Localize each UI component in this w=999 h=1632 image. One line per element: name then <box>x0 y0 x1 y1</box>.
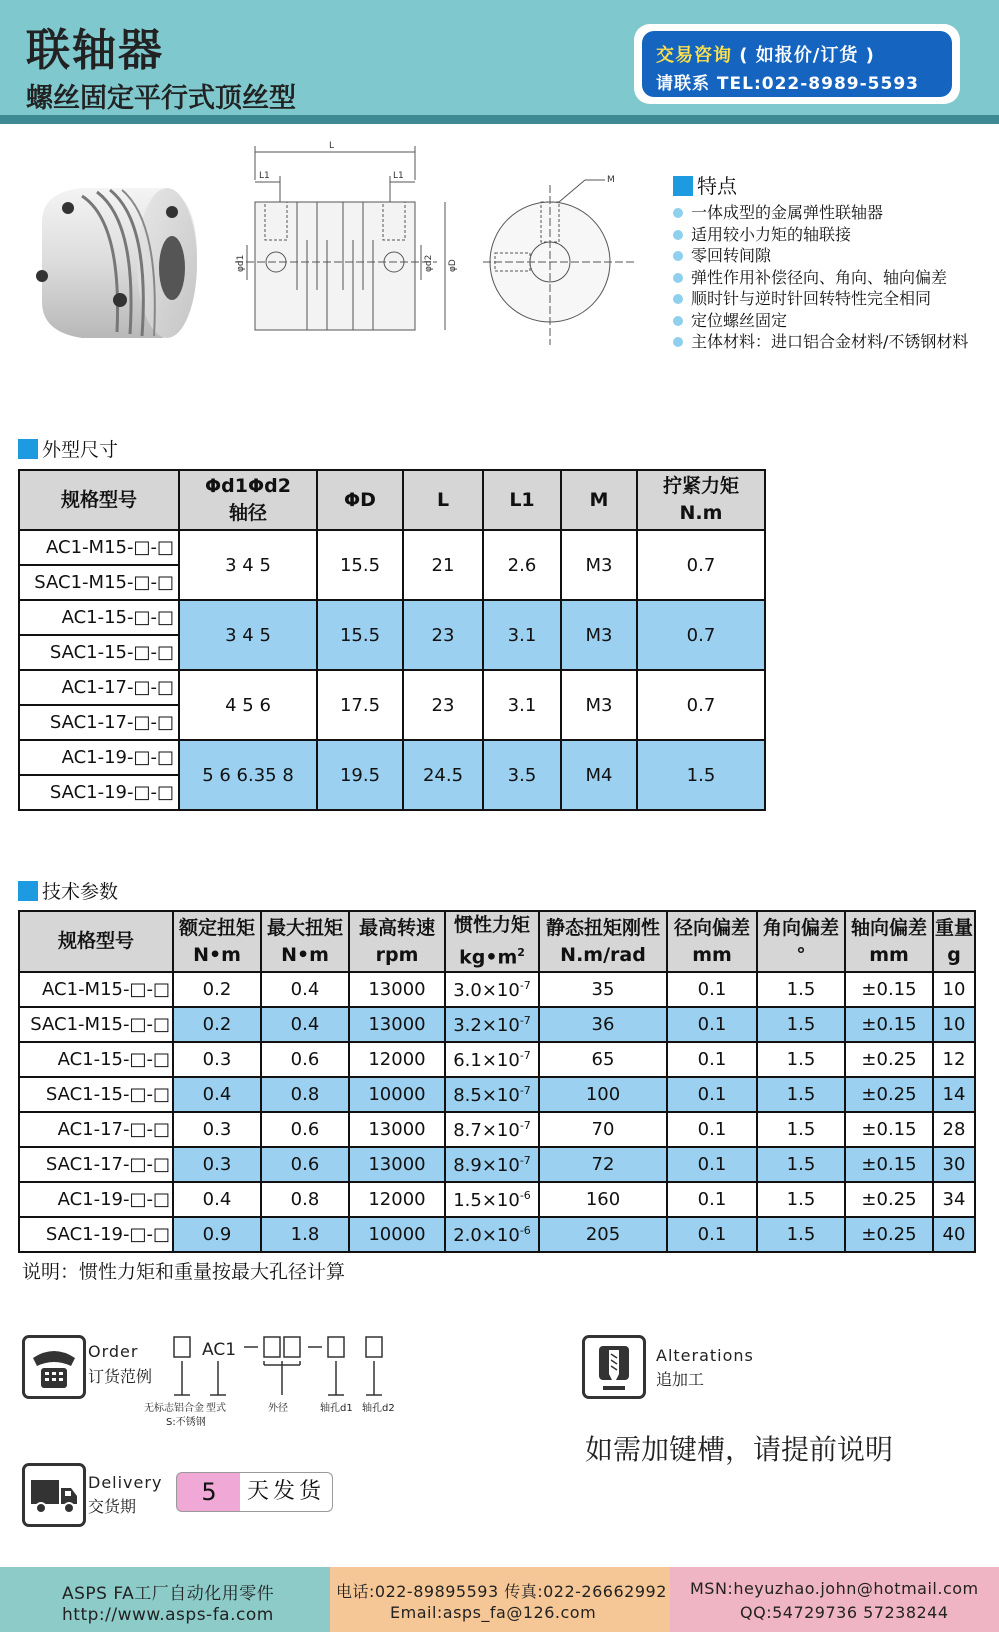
torque-cell: 0.7 <box>637 600 765 670</box>
header-unit: N•m <box>193 943 241 966</box>
inertia-base: 1.5×10 <box>453 1189 520 1211</box>
footer-phone: 电话:022-89895593 传真:022-26662992 <box>336 1582 667 1601</box>
axial-cell: ±0.25 <box>845 1217 933 1252</box>
header-L: L <box>403 470 483 530</box>
header-text: 静态扭矩刚性 <box>545 916 660 939</box>
order-label-type: 型式 <box>206 1403 226 1414</box>
table-row <box>19 1112 975 1147</box>
model-cell: AC1-15-□-□ <box>19 1042 173 1077</box>
L1-cell: 3.1 <box>483 600 561 670</box>
L1-cell: 3.5 <box>483 740 561 810</box>
order-phone-icon <box>22 1335 86 1399</box>
stiff-cell: 35 <box>539 972 667 1007</box>
radial-cell: 0.1 <box>667 1182 757 1217</box>
model-cell: SAC1-15-□-□ <box>19 635 179 670</box>
inertia-exponent: -6 <box>519 1223 531 1237</box>
dim-d1: φd1 <box>236 254 246 272</box>
rated-cell: 0.3 <box>173 1112 261 1147</box>
table-row <box>19 670 765 705</box>
radial-cell: 0.1 <box>667 1042 757 1077</box>
angular-cell: 1.5 <box>757 1182 845 1217</box>
table-row <box>19 1077 975 1112</box>
tech-title-text: 技术参数 <box>42 881 119 903</box>
header-unit: rpm <box>375 943 419 966</box>
stiff-cell: 72 <box>539 1147 667 1182</box>
table-row <box>19 740 765 775</box>
model-cell: AC1-19-□-□ <box>19 740 179 775</box>
angular-cell: 1.5 <box>757 1007 845 1042</box>
L-cell: 21 <box>403 530 483 600</box>
feature-item: 适用较小力矩的轴联接 <box>673 224 968 246</box>
model-cell: SAC1-17-□-□ <box>19 1147 173 1182</box>
table-row <box>19 1182 975 1217</box>
alterations-label-en: Alterations <box>656 1346 754 1365</box>
page-title: 联轴器 <box>26 25 164 76</box>
footer-im-panel <box>670 1567 999 1632</box>
angular-cell: 1.5 <box>757 1042 845 1077</box>
header-text: 额定扭矩 <box>178 916 255 939</box>
rpm-cell: 12000 <box>349 1042 445 1077</box>
inertia-exponent: -6 <box>519 1188 531 1202</box>
max-cell: 0.4 <box>261 972 349 1007</box>
header-torque: 拧紧力矩 N.m <box>637 470 765 530</box>
header-inertia <box>445 911 539 972</box>
order-code-type: AC1 <box>202 1340 237 1360</box>
contact-box <box>642 31 952 97</box>
header-unit-sup: 2 <box>517 946 525 959</box>
rpm-cell: 13000 <box>349 972 445 1007</box>
dim-L: L <box>329 141 335 151</box>
page-subtitle: 螺丝固定平行式顶丝型 <box>26 83 296 114</box>
rpm-cell: 10000 <box>349 1077 445 1112</box>
model-cell: SAC1-M15-□-□ <box>19 565 179 600</box>
tech-table <box>18 910 976 1253</box>
rated-cell: 0.4 <box>173 1077 261 1112</box>
radial-cell: 0.1 <box>667 1217 757 1252</box>
feature-item: 一体成型的金属弹性联轴器 <box>673 202 968 224</box>
dim-L1-right: L1 <box>393 171 404 181</box>
M-cell: M3 <box>561 530 637 600</box>
square-bullet-icon <box>18 881 38 901</box>
inertia-base: 8.7×10 <box>453 1119 520 1141</box>
dimensions-table <box>18 469 766 811</box>
header-unit: N•m <box>281 943 329 966</box>
max-cell: 0.6 <box>261 1147 349 1182</box>
feature-item: 顺时针与逆时针回转特性完全相同 <box>673 288 968 310</box>
inertia-exponent: -7 <box>519 1118 531 1132</box>
max-cell: 0.8 <box>261 1077 349 1112</box>
contact-consult: 交易咨询 <box>656 45 732 66</box>
table-note: 说明：惯性力矩和重量按最大孔径计算 <box>22 1261 346 1283</box>
model-cell: SAC1-17-□-□ <box>19 705 179 740</box>
radial-cell: 0.1 <box>667 1112 757 1147</box>
weight-cell: 34 <box>933 1182 975 1217</box>
order-code-diagram <box>140 1335 410 1445</box>
model-cell: SAC1-19-□-□ <box>19 1217 173 1252</box>
weight-cell: 30 <box>933 1147 975 1182</box>
feature-item: 定位螺丝固定 <box>673 310 968 332</box>
inertia-base: 3.0×10 <box>453 979 520 1001</box>
weight-cell: 10 <box>933 972 975 1007</box>
dim-D: φD <box>448 259 458 272</box>
M-cell: M3 <box>561 600 637 670</box>
contact-quote: ( 如报价/订货 ) <box>739 45 875 66</box>
inertia-base: 2.0×10 <box>453 1224 520 1246</box>
max-cell: 0.6 <box>261 1042 349 1077</box>
header-text: 角向偏差 <box>762 916 839 939</box>
L-cell: 23 <box>403 600 483 670</box>
axial-cell: ±0.25 <box>845 1077 933 1112</box>
rated-cell: 0.9 <box>173 1217 261 1252</box>
rpm-cell: 12000 <box>349 1182 445 1217</box>
header-D: ΦD <box>317 470 403 530</box>
order-label-material2: S:不锈钢 <box>166 1417 206 1428</box>
footer-company: ASPS FA工厂自动化用零件 <box>62 1584 275 1604</box>
features-title <box>673 170 737 199</box>
rated-cell: 0.2 <box>173 1007 261 1042</box>
inertia-cell <box>445 1042 539 1077</box>
header-radial <box>667 911 757 972</box>
angular-cell: 1.5 <box>757 1112 845 1147</box>
header-L1: L1 <box>483 470 561 530</box>
radial-cell: 0.1 <box>667 1077 757 1112</box>
delivery-truck-icon <box>22 1463 86 1527</box>
stiff-cell: 70 <box>539 1112 667 1147</box>
axial-cell: ±0.15 <box>845 972 933 1007</box>
D-cell: 15.5 <box>317 530 403 600</box>
inertia-cell <box>445 1077 539 1112</box>
rpm-cell: 10000 <box>349 1217 445 1252</box>
stiff-cell: 205 <box>539 1217 667 1252</box>
angular-cell: 1.5 <box>757 1217 845 1252</box>
table-row <box>19 600 765 635</box>
header-unit: g <box>947 943 961 966</box>
header-unit: kg•m <box>459 946 518 969</box>
header-text: 规格型号 <box>57 930 134 953</box>
inertia-base: 8.5×10 <box>453 1084 520 1106</box>
weight-cell: 10 <box>933 1007 975 1042</box>
stiff-cell: 65 <box>539 1042 667 1077</box>
header-text: 轴向偏差 <box>850 916 927 939</box>
inertia-base: 3.2×10 <box>453 1014 520 1036</box>
header-max <box>261 911 349 972</box>
inertia-cell <box>445 1007 539 1042</box>
order-label-material: 无标志铝合金 <box>144 1403 204 1414</box>
order-label-en: Order <box>88 1342 139 1361</box>
rated-cell: 0.2 <box>173 972 261 1007</box>
header-text: 最高转速 <box>358 916 435 939</box>
radial-cell: 0.1 <box>667 1007 757 1042</box>
contact-line-1 <box>656 41 875 67</box>
inertia-exponent: -7 <box>519 978 531 992</box>
M-cell: M4 <box>561 740 637 810</box>
header-axial <box>845 911 933 972</box>
header-bore: Φd1Φd2 轴径 <box>179 470 317 530</box>
header-unit: mm <box>692 943 732 966</box>
header-M: M <box>561 470 637 530</box>
delivery-label-cn: 交货期 <box>88 1497 137 1516</box>
model-cell: AC1-19-□-□ <box>19 1182 173 1217</box>
L1-cell: 3.1 <box>483 670 561 740</box>
footer-contact-panel <box>330 1567 670 1632</box>
D-cell: 15.5 <box>317 600 403 670</box>
delivery-label-en: Delivery <box>88 1473 163 1492</box>
weight-cell: 12 <box>933 1042 975 1077</box>
order-label-bore1: 轴孔d1 <box>320 1403 353 1414</box>
rated-cell: 0.3 <box>173 1147 261 1182</box>
header-unit: mm <box>869 943 909 966</box>
max-cell: 0.8 <box>261 1182 349 1217</box>
alterations-drill-icon <box>582 1335 646 1399</box>
bore-cell: 3 4 5 <box>179 600 317 670</box>
axial-cell: ±0.25 <box>845 1042 933 1077</box>
inertia-exponent: -7 <box>519 1048 531 1062</box>
stiff-cell: 36 <box>539 1007 667 1042</box>
axial-cell: ±0.15 <box>845 1112 933 1147</box>
D-cell: 19.5 <box>317 740 403 810</box>
table-row <box>19 1147 975 1182</box>
header-stiffness <box>539 911 667 972</box>
inertia-cell <box>445 972 539 1007</box>
feature-item: 零回转间隙 <box>673 245 968 267</box>
rpm-cell: 13000 <box>349 1112 445 1147</box>
header-model: 规格型号 <box>19 470 179 530</box>
rpm-cell: 13000 <box>349 1007 445 1042</box>
contact-tel: 请联系 TEL:022-8989-5593 <box>656 74 919 94</box>
delivery-text: 天发货 <box>240 1472 333 1512</box>
inertia-cell <box>445 1182 539 1217</box>
header-rpm <box>349 911 445 972</box>
inertia-exponent: -7 <box>519 1083 531 1097</box>
feature-item: 主体材料：进口铝合金材料/不锈钢材料 <box>673 331 968 353</box>
order-label-bore2: 轴孔d2 <box>362 1403 395 1414</box>
L1-cell: 2.6 <box>483 530 561 600</box>
dim-L1-left: L1 <box>259 171 270 181</box>
max-cell: 0.6 <box>261 1112 349 1147</box>
model-cell: AC1-17-□-□ <box>19 670 179 705</box>
rated-cell: 0.3 <box>173 1042 261 1077</box>
header-weight <box>933 911 975 972</box>
model-cell: SAC1-M15-□-□ <box>19 1007 173 1042</box>
model-cell: AC1-15-□-□ <box>19 600 179 635</box>
dim-M: M <box>607 175 615 185</box>
weight-cell: 28 <box>933 1112 975 1147</box>
M-cell: M3 <box>561 670 637 740</box>
inertia-base: 6.1×10 <box>453 1049 520 1071</box>
dimensions-title <box>18 435 118 462</box>
header-text: 重量 <box>934 916 973 939</box>
dimensions-title-text: 外型尺寸 <box>42 439 119 461</box>
header-unit: ° <box>796 943 806 966</box>
rated-cell: 0.4 <box>173 1182 261 1217</box>
table-header-row <box>19 470 765 530</box>
order-label-diameter: 外径 <box>268 1403 288 1414</box>
torque-cell: 1.5 <box>637 740 765 810</box>
inertia-cell <box>445 1147 539 1182</box>
max-cell: 1.8 <box>261 1217 349 1252</box>
square-bullet-icon <box>673 176 693 196</box>
inertia-base: 8.9×10 <box>453 1154 520 1176</box>
radial-cell: 0.1 <box>667 1147 757 1182</box>
inertia-cell <box>445 1112 539 1147</box>
header-text: 径向偏差 <box>673 916 750 939</box>
header-stripe <box>0 115 999 124</box>
table-header-row <box>19 911 975 972</box>
model-cell: AC1-M15-□-□ <box>19 530 179 565</box>
table-row <box>19 1042 975 1077</box>
bore-cell: 4 5 6 <box>179 670 317 740</box>
feature-item: 弹性作用补偿径向、角向、轴向偏差 <box>673 267 968 289</box>
weight-cell: 40 <box>933 1217 975 1252</box>
header-rated <box>173 911 261 972</box>
delivery-days: 5 <box>176 1472 242 1512</box>
model-cell: AC1-M15-□-□ <box>19 972 173 1007</box>
L-cell: 23 <box>403 670 483 740</box>
footer-email[interactable]: Email:asps_fa@126.com <box>390 1603 597 1622</box>
footer-qq: QQ:54729736 57238244 <box>740 1603 949 1622</box>
L-cell: 24.5 <box>403 740 483 810</box>
inertia-exponent: -7 <box>519 1153 531 1167</box>
order-label-cn: 订货范例 <box>88 1367 153 1386</box>
torque-cell: 0.7 <box>637 530 765 600</box>
header-unit: N.m/rad <box>560 943 646 966</box>
tech-title <box>18 877 118 904</box>
torque-cell: 0.7 <box>637 670 765 740</box>
footer-url[interactable]: http://www.asps-fa.com <box>62 1605 274 1625</box>
features-title-text: 特点 <box>697 174 737 198</box>
footer-msn: MSN:heyuzhao.john@hotmail.com <box>690 1579 979 1598</box>
inertia-cell <box>445 1217 539 1252</box>
alterations-label-cn: 追加工 <box>656 1370 705 1389</box>
footer-company-panel <box>0 1567 330 1632</box>
radial-cell: 0.1 <box>667 972 757 1007</box>
angular-cell: 1.5 <box>757 1077 845 1112</box>
angular-cell: 1.5 <box>757 972 845 1007</box>
model-cell: AC1-17-□-□ <box>19 1112 173 1147</box>
alterations-message: 如需加键槽，请提前说明 <box>585 1433 894 1466</box>
D-cell: 17.5 <box>317 670 403 740</box>
table-row <box>19 530 765 565</box>
dim-d2: φd2 <box>424 254 434 272</box>
stiff-cell: 100 <box>539 1077 667 1112</box>
header-model <box>19 911 173 972</box>
bore-cell: 5 6 6.35 8 <box>179 740 317 810</box>
stiff-cell: 160 <box>539 1182 667 1217</box>
coupling-photo <box>22 182 202 352</box>
square-bullet-icon <box>18 439 38 459</box>
inertia-exponent: -7 <box>519 1013 531 1027</box>
header-text: 惯性力矩 <box>453 914 530 936</box>
max-cell: 0.4 <box>261 1007 349 1042</box>
bore-cell: 3 4 5 <box>179 530 317 600</box>
header-angular <box>757 911 845 972</box>
table-row <box>19 972 975 1007</box>
axial-cell: ±0.25 <box>845 1182 933 1217</box>
features-list <box>673 202 968 353</box>
table-row <box>19 1007 975 1042</box>
technical-drawing <box>225 140 665 365</box>
rpm-cell: 13000 <box>349 1147 445 1182</box>
model-cell: SAC1-19-□-□ <box>19 775 179 810</box>
table-row <box>19 1217 975 1252</box>
angular-cell: 1.5 <box>757 1147 845 1182</box>
axial-cell: ±0.15 <box>845 1147 933 1182</box>
axial-cell: ±0.15 <box>845 1007 933 1042</box>
header-text: 最大扭矩 <box>266 916 343 939</box>
weight-cell: 14 <box>933 1077 975 1112</box>
model-cell: SAC1-15-□-□ <box>19 1077 173 1112</box>
